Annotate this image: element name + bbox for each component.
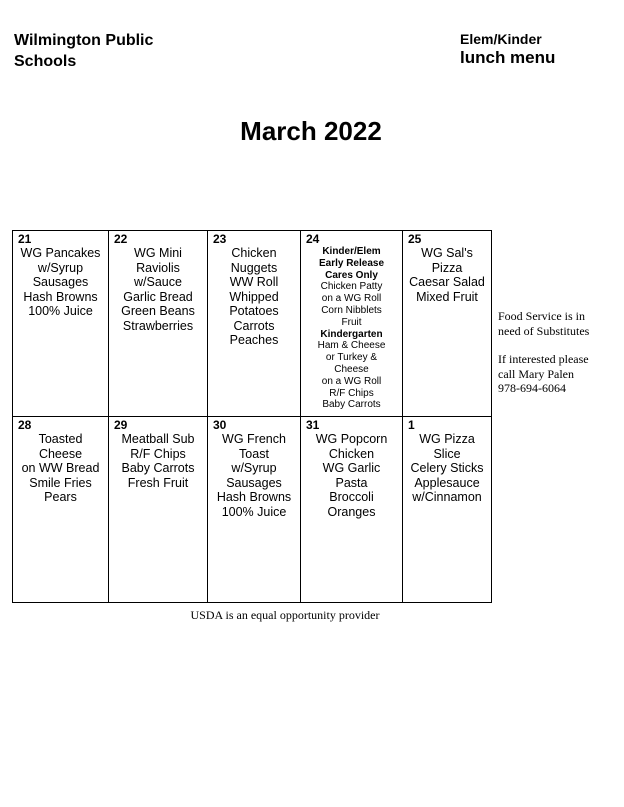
menu-item: Hash Browns: [23, 289, 98, 304]
menu-item: Fruit: [341, 316, 362, 328]
menu-item: Toasted: [38, 432, 83, 446]
day-cell-1: [403, 417, 492, 603]
day-number: 24: [306, 232, 320, 246]
menu-item: R/F Chips: [329, 387, 374, 399]
menu-item: WG Garlic: [322, 461, 381, 475]
menu-item: Chicken: [328, 446, 375, 461]
day-cell-29: [109, 417, 208, 603]
notice-line: need of Substitutes: [498, 323, 590, 338]
notice-line: Food Service is in: [498, 309, 585, 323]
menu-item: Toast: [239, 446, 269, 461]
menu-item: on a WG Roll: [321, 375, 382, 387]
menu-item: WG Mini: [134, 246, 182, 260]
menu-item: WG French: [222, 432, 286, 446]
day-menu-items: [403, 417, 491, 505]
menu-item: Applesauce: [414, 475, 480, 490]
menu-item: Potatoes: [229, 304, 279, 318]
menu-type-line1: Elem/Kinder: [460, 31, 542, 47]
menu-heading: Cares Only: [325, 269, 378, 281]
menu-item: on WW Bread: [21, 461, 100, 475]
menu-item: Mixed Fruit: [416, 289, 478, 304]
menu-item: WG Sal's: [421, 246, 473, 260]
menu-item: Pasta: [335, 475, 368, 490]
substitutes-need: [498, 309, 622, 338]
day-cell-23: [208, 231, 301, 417]
substitutes-notice: [498, 309, 622, 410]
menu-item: Chicken: [231, 246, 277, 260]
usda-statement: USDA is an equal opportunity provider: [190, 608, 380, 622]
school-name: [14, 30, 214, 72]
menu-item: Carrots: [233, 318, 275, 333]
day-menu-items: [301, 417, 402, 519]
menu-item: Caesar Salad: [409, 275, 485, 289]
menu-item: Sausages: [32, 275, 89, 289]
notice-line: If interested please: [498, 352, 589, 366]
menu-heading: Early Release: [318, 257, 385, 269]
menu-heading: Kinder/Elem: [322, 246, 381, 257]
menu-item: Celery Sticks: [410, 461, 484, 475]
day-cell-22: [109, 231, 208, 417]
menu-item: Cheese: [334, 363, 369, 375]
day-menu-items: [109, 231, 207, 333]
menu-item: Pears: [44, 490, 77, 504]
day-cell-21: [13, 231, 109, 417]
menu-item: WG Popcorn: [315, 432, 388, 446]
menu-item: Broccoli: [329, 490, 374, 504]
menu-item: Hash Browns: [216, 490, 292, 504]
day-menu-items: [208, 231, 300, 348]
day-cell-30: [208, 417, 301, 603]
menu-item: Slice: [433, 446, 461, 461]
menu-item: 100% Juice: [28, 304, 93, 318]
day-menu-items: [208, 417, 300, 519]
day-number: 31: [306, 418, 320, 432]
menu-item: Baby Carrots: [322, 399, 381, 411]
menu-item: w/Cinnamon: [412, 490, 482, 504]
day-menu-items: [301, 231, 402, 411]
menu-item: Green Beans: [121, 304, 195, 318]
week-row-2: [13, 417, 492, 603]
day-number: 30: [213, 418, 227, 432]
day-number: 23: [213, 232, 227, 246]
day-number: 29: [114, 418, 128, 432]
menu-item: Baby Carrots: [121, 461, 195, 475]
menu-item: WW Roll: [229, 275, 279, 289]
day-number: 25: [408, 232, 422, 246]
menu-item: Peaches: [229, 333, 279, 347]
menu-item: Sausages: [226, 475, 282, 490]
day-number: 28: [18, 418, 32, 432]
day-cell-31: [301, 417, 403, 603]
menu-item: Oranges: [327, 504, 376, 519]
week-row-1: [13, 231, 492, 417]
menu-item: WG Pizza: [419, 432, 475, 446]
school-name-line2: Schools: [14, 53, 77, 70]
menu-item: Nuggets: [230, 260, 278, 275]
contact-name: call Mary Palen: [498, 366, 574, 381]
menu-item: Meatball Sub: [121, 432, 195, 446]
contact-info: [498, 352, 622, 396]
menu-item: Ham & Cheese: [317, 340, 386, 352]
day-cell-28: [13, 417, 109, 603]
day-number: 22: [114, 232, 128, 246]
menu-item: Chicken Patty: [320, 281, 383, 293]
day-number: 21: [18, 232, 32, 246]
menu-item: w/Syrup: [37, 260, 84, 275]
menu-type: [460, 30, 610, 68]
month-title: March 2022: [240, 116, 382, 146]
day-cell-25: [403, 231, 492, 417]
day-number: 1: [408, 418, 415, 432]
menu-heading: Kindergarten: [320, 328, 383, 340]
menu-item: w/Syrup: [231, 461, 277, 475]
menu-item: 100% Juice: [221, 504, 287, 519]
menu-item: Strawberries: [122, 318, 194, 333]
menu-item: Fresh Fruit: [127, 475, 189, 490]
menu-item: on a WG Roll: [321, 293, 382, 305]
menu-item: Raviolis: [136, 260, 180, 275]
menu-item: Smile Fries: [29, 475, 92, 490]
contact-phone: 978-694-6064: [498, 381, 566, 395]
menu-item: WG Pancakes: [20, 246, 101, 260]
menu-item: Corn Nibblets: [321, 304, 382, 316]
menu-type-line2: lunch menu: [460, 48, 556, 67]
menu-item: Pizza: [431, 260, 463, 275]
menu-item: w/Sauce: [134, 275, 182, 289]
menu-item: Cheese: [38, 446, 83, 461]
school-name-line1: Wilmington Public: [14, 32, 154, 49]
menu-item: Whipped: [229, 289, 279, 304]
menu-item: R/F Chips: [130, 446, 186, 461]
menu-calendar: [12, 230, 492, 603]
menu-item: or Turkey &: [325, 352, 378, 364]
day-cell-24: [301, 231, 403, 417]
menu-item: Garlic Bread: [123, 289, 193, 304]
